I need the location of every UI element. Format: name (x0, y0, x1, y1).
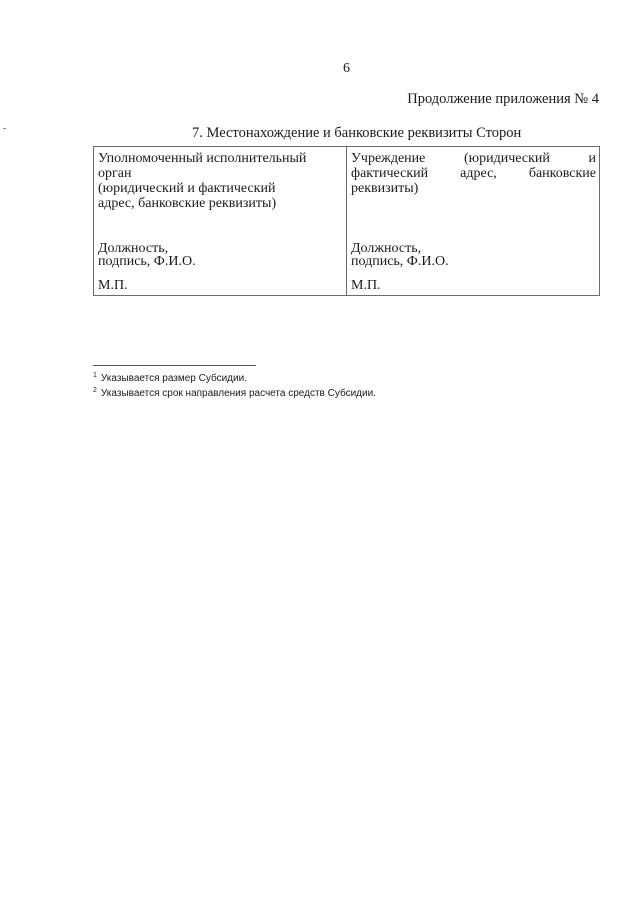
footnote-mark: 2 (93, 387, 97, 394)
authority-title: Уполномоченный исполнительный орган (юридический и фактический адрес, банковские реквизиты) (98, 151, 307, 211)
authority-signature: Должность, подпись, Ф.И.О. (98, 241, 196, 269)
footnote (93, 370, 247, 385)
footnote-divider (93, 365, 256, 366)
footnote-text: Указывается срок направления расчета средств Субсидии. (100, 388, 376, 399)
authority-stamp: М.П. (98, 278, 128, 293)
margin-mark (3, 128, 6, 129)
footnote-mark: 1 (93, 372, 97, 379)
institution-title: Учреждение (юридический и фактический адрес, банковские реквизиты) (351, 151, 596, 196)
institution-signature: Должность, подпись, Ф.И.О. (351, 241, 449, 269)
footnote-text: Указывается размер Субсидии. (100, 373, 247, 384)
section-title: 7. Местонахождение и банковские реквизиты Сторон (192, 125, 522, 141)
appendix-label: Продолжение приложения № 4 (407, 91, 599, 107)
authority-cell (94, 147, 347, 295)
requisites-table (93, 146, 600, 296)
institution-cell (347, 147, 599, 295)
page-number: 6 (343, 61, 350, 76)
institution-stamp: М.П. (351, 278, 381, 293)
footnote (93, 385, 376, 400)
